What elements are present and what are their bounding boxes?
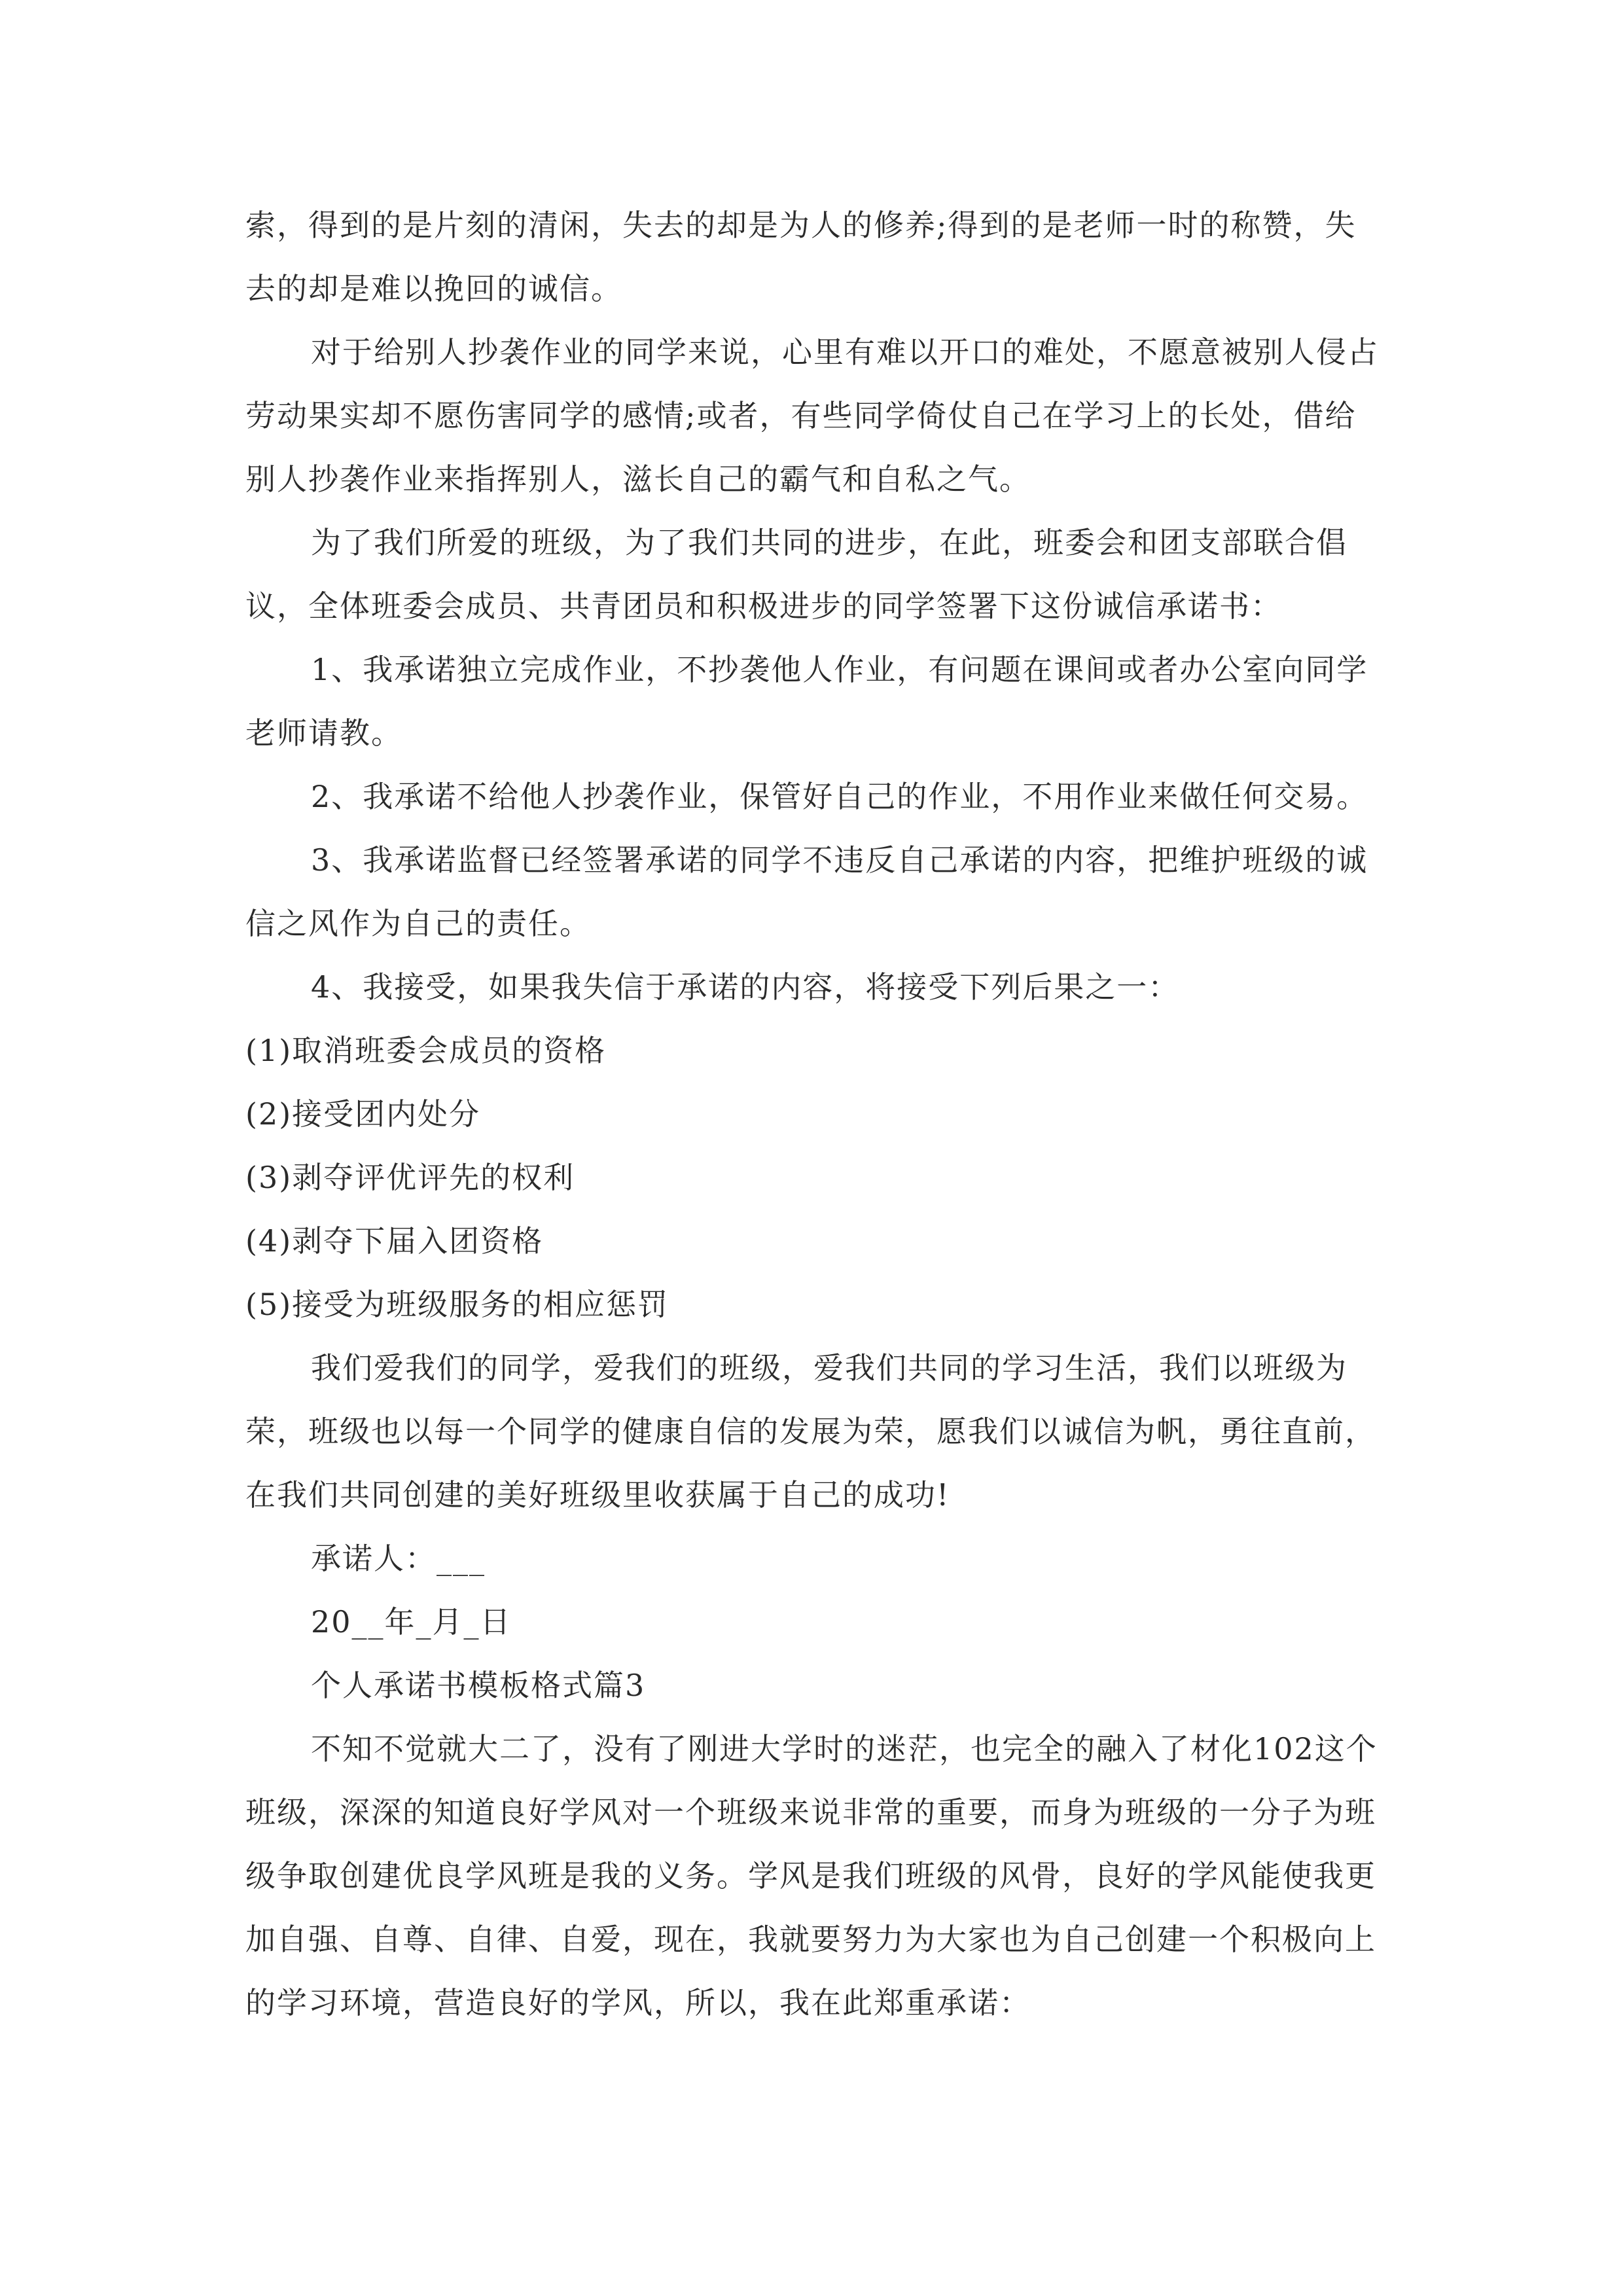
pledge-item-2: 2、我承诺不给他人抄袭作业，保管好自己的作业，不用作业来做任何交易。 xyxy=(311,779,1368,814)
paragraph-sophomore: 不知不觉就大二了，没有了刚进大学时的迷茫，也完全的融入了材化102这个班级，深深的知道良好学风对一个班级来说非常的重要，而身为班级的一分子为班级争取创建优良学风班是我的义务。学风是我们班级的风骨，良好的学风能使我更加自强、自尊、自律、自爱，现在，我就要努力为大家也为自己创建一个积极向上的学习环境，营造良好的学风，所以，我在此郑重承诺： xyxy=(245,1731,1378,2020)
pledge-item-4: 4、我接受，如果我失信于承诺的内容，将接受下列后果之一： xyxy=(311,969,1180,1005)
consequence-4: (4)剥夺下届入团资格 xyxy=(245,1223,544,1259)
document-body xyxy=(245,194,1387,2035)
consequence-2: (2)接受团内处分 xyxy=(245,1096,481,1132)
consequence-3: (3)剥夺评优评先的权利 xyxy=(245,1160,575,1195)
consequence-5: (5)接受为班级服务的相应惩罚 xyxy=(245,1287,669,1322)
pledge-item-3: 3、我承诺监督已经签署承诺的同学不违反自己承诺的内容，把维护班级的诚信之风作为自己的责任。 xyxy=(245,842,1368,941)
signature-line: 承诺人：___ xyxy=(311,1541,486,1576)
paragraph-copying-reasons: 对于给别人抄袭作业的同学来说，心里有难以开口的难处，不愿意被别人侵占劳动果实却不愿伤害同学的感情;或者，有些同学倚仗自己在学习上的长处，借给别人抄袭作业来指挥别人，滋长自己的霸气和自私之气。 xyxy=(245,334,1379,497)
date-line: 20__年_月_日 xyxy=(311,1604,512,1640)
paragraph-continuation: 索，得到的是片刻的清闲，失去的却是为人的修养;得到的是老师一时的称赞，失去的却是难以挽回的诚信。 xyxy=(245,207,1357,306)
paragraph-initiative: 为了我们所爱的班级，为了我们共同的进步，在此，班委会和团支部联合倡议，全体班委会成员、共青团员和积极进步的同学签署下这份诚信承诺书： xyxy=(245,525,1347,624)
pledge-item-1: 1、我承诺独立完成作业，不抄袭他人作业，有问题在课间或者办公室向同学老师请教。 xyxy=(245,652,1368,751)
section-heading: 个人承诺书模板格式篇3 xyxy=(311,1668,646,1703)
consequence-1: (1)取消班委会成员的资格 xyxy=(245,1033,607,1068)
paragraph-closing: 我们爱我们的同学，爱我们的班级，爱我们共同的学习生活，我们以班级为荣，班级也以每一个同学的健康自信的发展为荣，愿我们以诚信为帆，勇往直前，在我们共同创建的美好班级里收获属于自己的成功! xyxy=(245,1350,1376,1513)
